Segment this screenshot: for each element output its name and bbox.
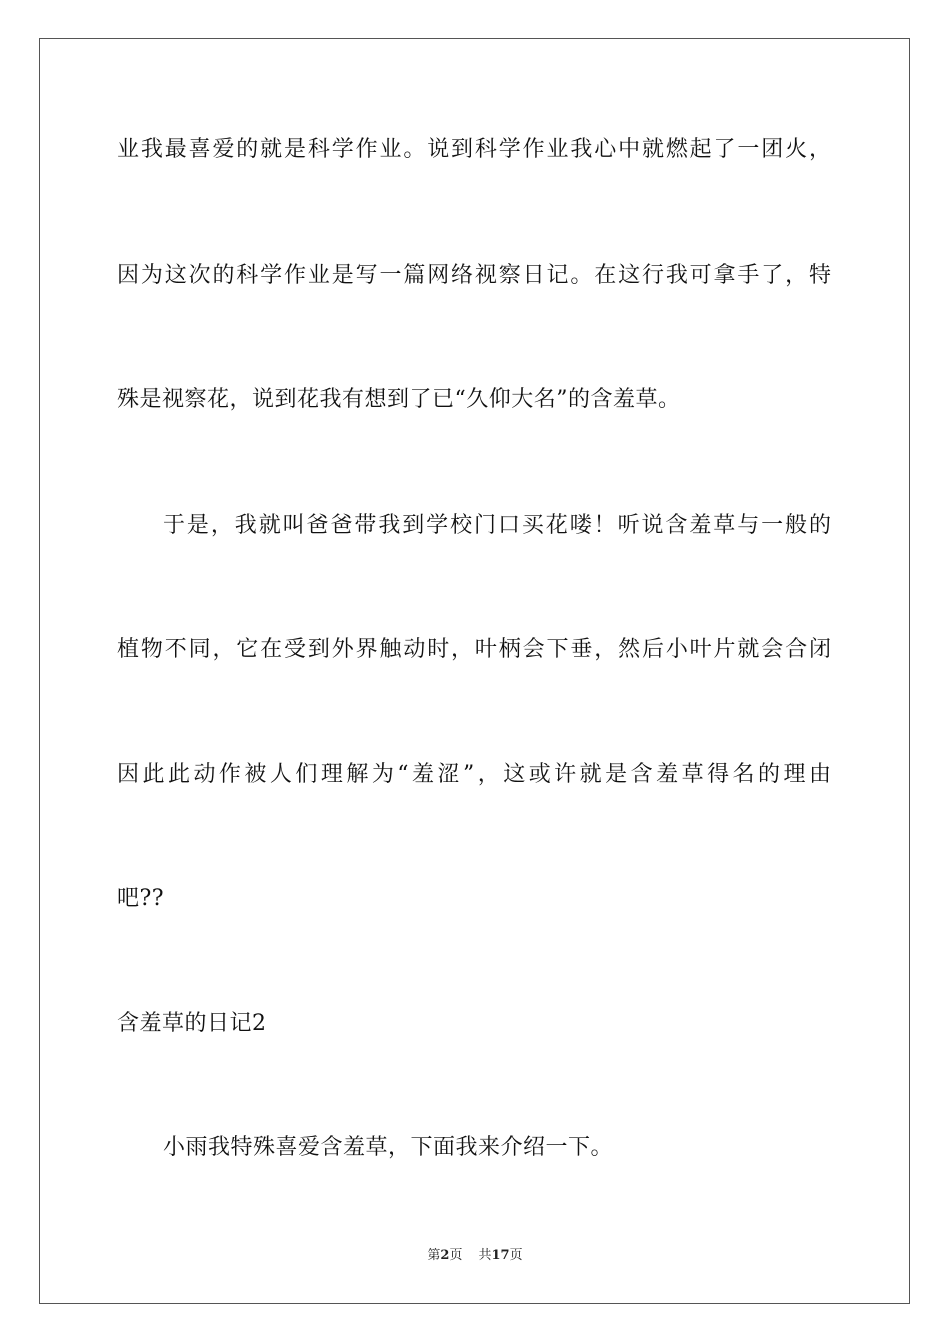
body-line-5: 植物不同，它在受到外界触动时，叶柄会下垂，然后小叶片就会合闭 (117, 637, 831, 662)
footer-page-suffix: 页 (449, 1248, 463, 1263)
page-footer (0, 1248, 950, 1264)
footer-page-prefix: 第 (427, 1248, 441, 1263)
footer-page-number: 2 (440, 1248, 450, 1263)
footer-total-prefix: 共 (478, 1248, 492, 1263)
body-line-2: 因为这次的科学作业是写一篇网络视察日记。在这行我可拿手了，特 (117, 263, 831, 288)
body-line-6: 因此此动作被人们理解为“羞涩”，这或许就是含羞草得名的理由 (117, 762, 831, 787)
section-heading: 含羞草的日记2 (117, 1011, 267, 1036)
body-line-4: 于是，我就叫爸爸带我到学校门口买花喽！听说含羞草与一般的 (163, 513, 831, 538)
body-line-8: 小雨我特殊喜爱含羞草，下面我来介绍一下。 (163, 1135, 614, 1160)
body-line-3: 殊是视察花，说到花我有想到了已“久仰大名”的含羞草。 (117, 387, 681, 412)
body-line-7: 吧?? (117, 886, 165, 911)
footer-total-pages: 17 (491, 1248, 510, 1263)
body-line-1: 业我最喜爱的就是科学作业。说到科学作业我心中就燃起了一团火， (117, 137, 831, 162)
page-frame (39, 38, 910, 1304)
footer-total-suffix: 页 (509, 1248, 523, 1263)
